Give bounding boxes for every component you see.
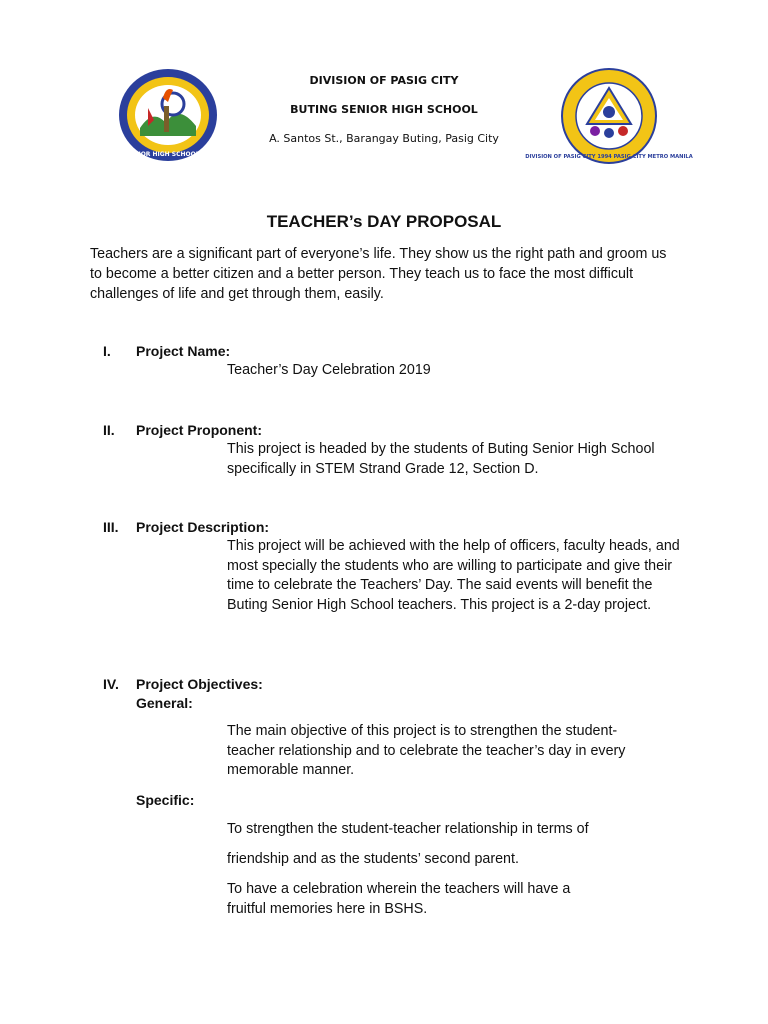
specific-objective-1b: friendship and as the students’ second parent. <box>227 851 519 867</box>
right-seal-text: DIVISION OF PASIG CITY 1994 PASIG CITY METRO MANILA <box>525 154 693 160</box>
division-seal-logo <box>525 68 693 164</box>
letterhead <box>230 74 538 161</box>
section-1-number: I. <box>103 343 111 359</box>
school-name: BUTING SENIOR HIGH SCHOOL <box>290 103 478 116</box>
section-2-heading: Project Proponent: <box>136 422 263 438</box>
specific-objective-2: To have a celebration wherein the teachers will have a fruitful memories here in BSHS. <box>227 881 571 917</box>
section-2-number: II. <box>103 422 115 438</box>
section-4-heading: Project Objectives: <box>136 676 263 692</box>
section-2-body: This project is headed by the students of Buting Senior High School specifically in STEM Strand Grade 12, Section D. <box>227 441 655 477</box>
school-address: A. Santos St., Barangay Buting, Pasig City <box>269 132 499 145</box>
school-seal-logo <box>97 68 239 162</box>
section-3-number: III. <box>103 519 119 535</box>
left-seal-text: BUTING SENIOR HIGH SCHOOL PASIG CITY <box>97 151 239 158</box>
intro-paragraph: Teachers are a significant part of everyone’s life. They show us the right path and groom us to become a better citizen and a better person. They teach us to face the most difficult challenges of life and get through them, easily. <box>90 246 667 302</box>
specific-objective-1a: To strengthen the student-teacher relationship in terms of <box>227 821 589 837</box>
specific-objective-label: Specific: <box>136 792 195 808</box>
section-3-body: This project will be achieved with the help of officers, faculty heads, and most specially the students who are willing to participate and give their time to celebrate the Teachers’ Day. The said events will benefit the Buting Senior High School teachers. This project is a 2-day project. <box>227 538 680 613</box>
document-title: TEACHER’s DAY PROPOSAL <box>266 212 502 231</box>
general-objective-label: General: <box>136 695 193 711</box>
section-4-number: IV. <box>103 676 119 692</box>
general-objective-body: The main objective of this project is to strengthen the student-teacher relationship and to celebrate the teacher’s day in every memorable manner. <box>227 723 626 778</box>
section-1-body: Teacher’s Day Celebration 2019 <box>227 362 431 378</box>
division-name: DIVISION OF PASIG CITY <box>309 74 459 87</box>
section-3-heading: Project Description: <box>136 519 270 535</box>
section-1-heading: Project Name: <box>136 343 231 359</box>
